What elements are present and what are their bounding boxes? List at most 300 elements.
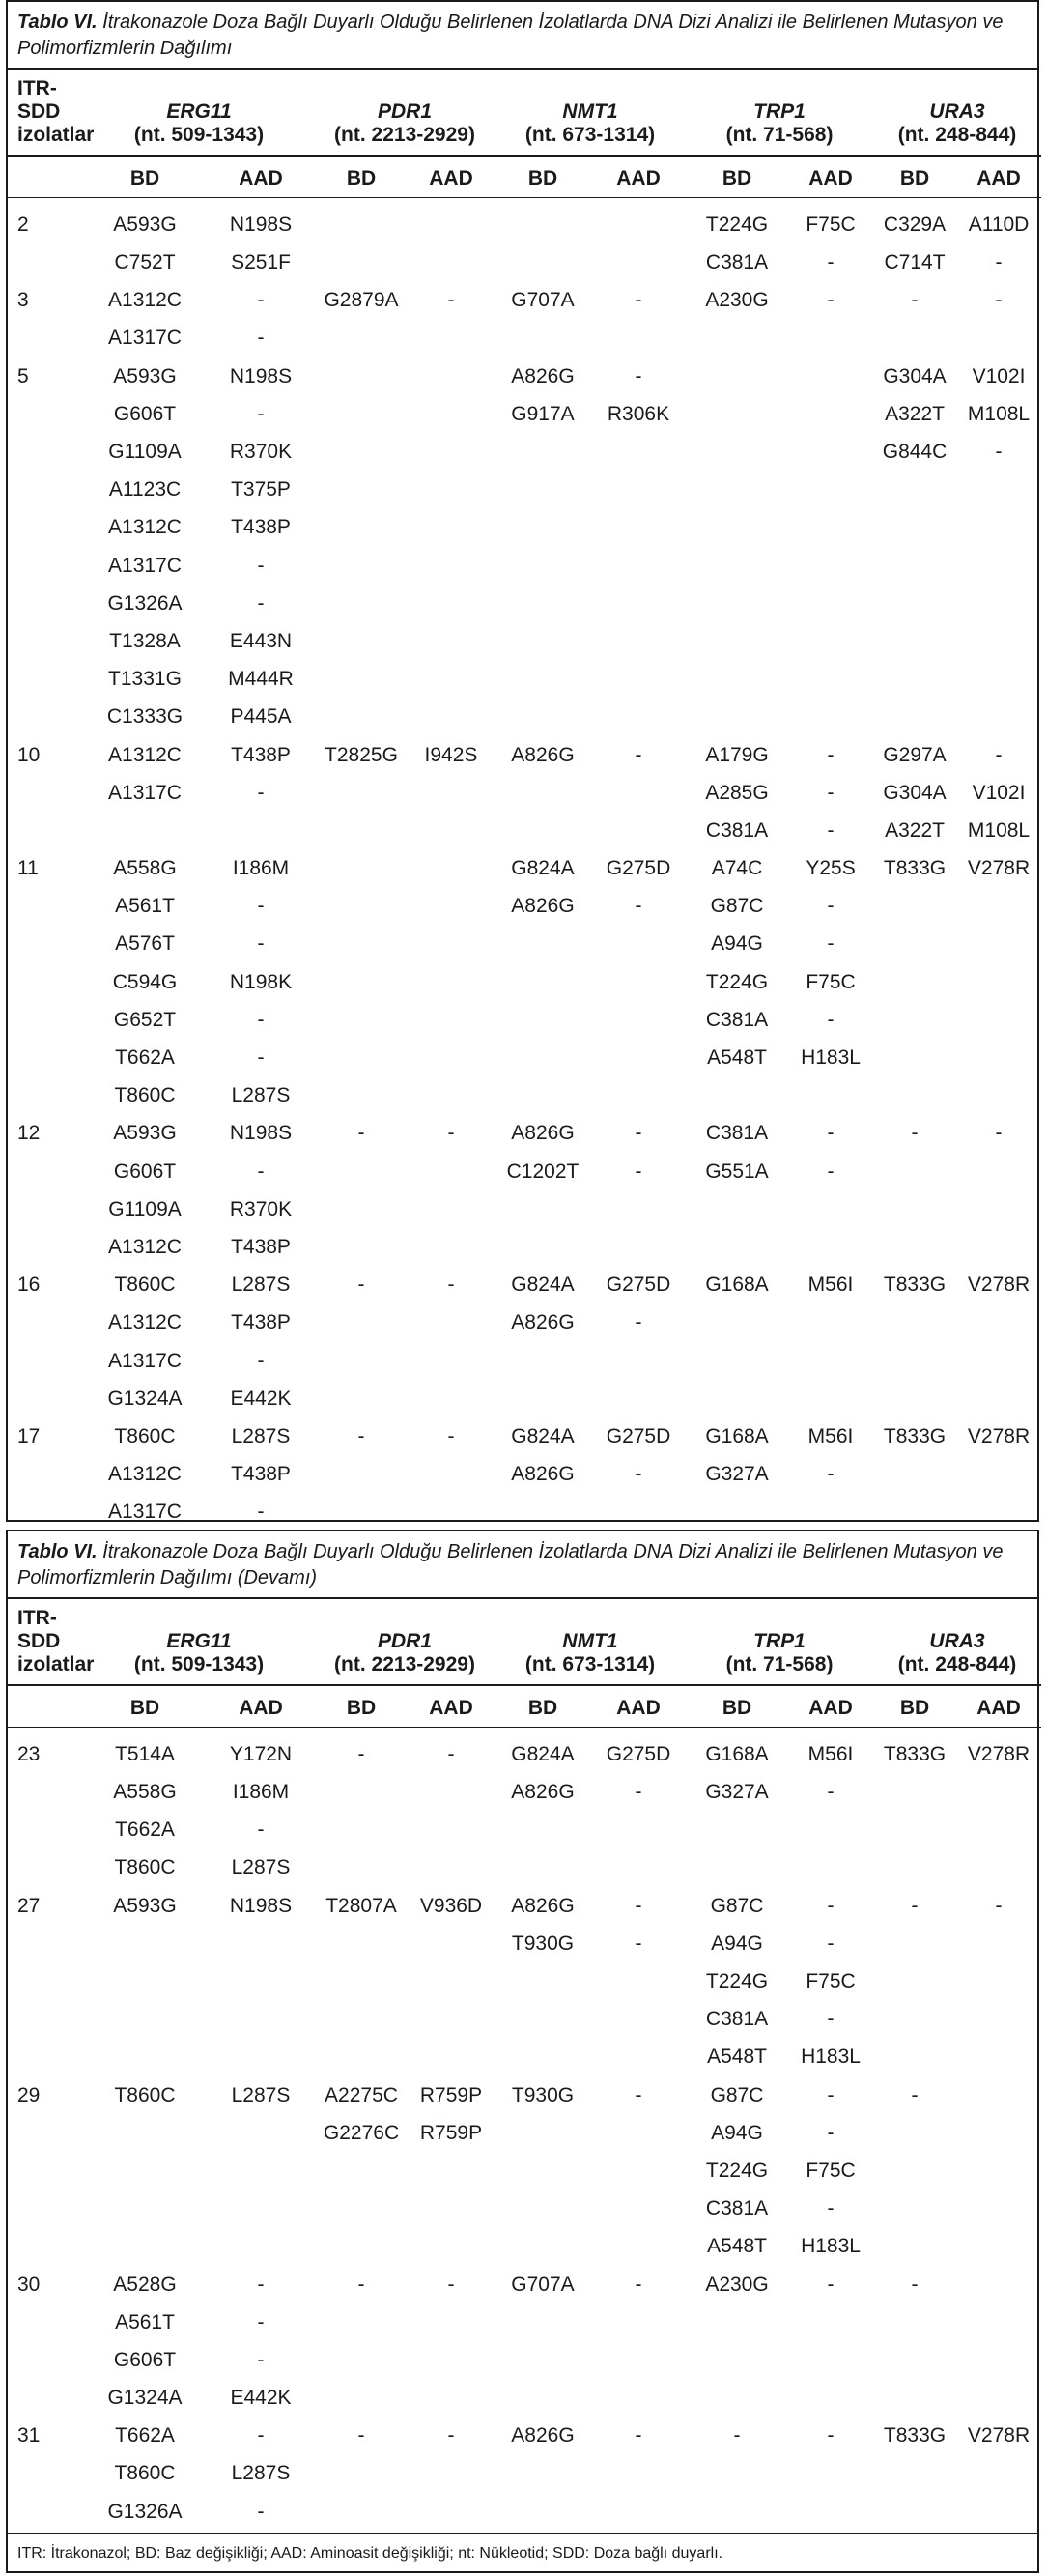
isolate-cell <box>8 1925 83 1962</box>
aad-cell <box>408 849 495 887</box>
bd-header: BD <box>722 1697 752 1719</box>
isolate-cell <box>8 1380 83 1417</box>
bd-cell: A1312C <box>108 1235 182 1258</box>
aad-cell: - <box>995 1122 1003 1145</box>
bd-cell <box>315 622 408 660</box>
aad-cell <box>591 433 686 471</box>
aad-cell <box>408 1925 495 1962</box>
aad-cell <box>956 660 1041 698</box>
aad-cell <box>591 660 686 698</box>
isolate-cell: 5 <box>17 364 29 387</box>
bd-cell: C1333G <box>106 705 184 729</box>
bd-cell <box>83 2038 207 2075</box>
table-caption-text: İtrakonazole Doza Bağlı Duyarlı Olduğu Belirlenen İzolatlarda DNA Dizi Analizi ile Belirlenen Mutasyon ve Polimorfizmlerin Dağılımı (Devamı) <box>17 1541 1004 1589</box>
bd-cell: A561T <box>115 895 175 918</box>
bd-cell <box>315 1925 408 1962</box>
bd-cell <box>873 2493 956 2531</box>
bd-cell <box>315 471 408 508</box>
bd-cell: A548T <box>707 1046 767 1070</box>
aad-cell <box>956 1076 1041 1114</box>
aad-cell <box>591 2227 686 2265</box>
bd-cell: A548T <box>707 2046 767 2069</box>
table-row <box>8 1493 1041 1531</box>
bd-cell <box>315 660 408 698</box>
bd-cell: C381A <box>705 2008 769 2031</box>
aad-cell: - <box>827 289 835 312</box>
aad-cell: T438P <box>231 743 291 766</box>
isolate-cell: 31 <box>17 2424 41 2447</box>
bd-cell: G87C <box>710 2083 764 2106</box>
bd-cell <box>315 1076 408 1114</box>
aad-cell: I186M <box>232 1781 290 1804</box>
bd-cell: T224G <box>705 1970 769 1993</box>
aad-cell: N198S <box>229 1122 293 1145</box>
bd-cell: A230G <box>705 2273 769 2296</box>
table-row <box>8 2379 1041 2417</box>
aad-cell <box>956 698 1041 735</box>
table-row <box>8 2454 1041 2492</box>
aad-cell: M108L <box>967 402 1031 425</box>
aad-cell <box>956 2190 1041 2227</box>
aad-cell: - <box>635 1311 642 1334</box>
isolate-cell <box>8 1773 83 1811</box>
bd-cell <box>873 925 956 962</box>
bd-cell <box>315 585 408 622</box>
bd-cell <box>315 963 408 1001</box>
isolate-cell <box>8 2304 83 2341</box>
table-row <box>8 1114 1041 1152</box>
table-row <box>8 2190 1041 2227</box>
aad-cell: R759P <box>419 2083 483 2106</box>
bd-cell: G87C <box>710 1894 764 1917</box>
bd-cell: T1331G <box>108 668 182 691</box>
aad-cell: E442K <box>230 1387 292 1410</box>
aad-cell <box>408 1380 495 1417</box>
aad-cell: V278R <box>967 1743 1031 1765</box>
isolate-cell <box>8 660 83 698</box>
gene-header-ura3: URA3 <box>929 100 985 123</box>
bd-cell: A74C <box>711 857 763 880</box>
aad-cell <box>408 2304 495 2341</box>
table-row <box>8 1811 1041 1848</box>
aad-cell <box>207 2152 315 2190</box>
aad-cell <box>956 1773 1041 1811</box>
bd-cell: A1317C <box>108 1349 182 1372</box>
bd-cell: T833G <box>883 1743 947 1765</box>
bd-cell: C381A <box>705 818 769 842</box>
bd-cell <box>495 433 591 471</box>
bd-cell: A94G <box>711 2121 763 2144</box>
bd-cell <box>686 319 788 357</box>
aad-cell: A110D <box>968 214 1030 236</box>
bd-cell <box>495 319 591 357</box>
isolate-cell <box>8 508 83 546</box>
isolate-cell <box>8 1076 83 1114</box>
aad-cell: - <box>995 289 1003 312</box>
aad-cell <box>408 2379 495 2417</box>
bd-cell: T833G <box>883 2424 947 2447</box>
table-row <box>8 2114 1041 2152</box>
aad-cell: G275D <box>606 1743 671 1765</box>
isolate-cell <box>8 395 83 433</box>
aad-cell: - <box>257 1008 265 1031</box>
bd-cell: A576T <box>115 932 175 956</box>
aad-cell <box>591 2190 686 2227</box>
aad-cell <box>788 1303 873 1341</box>
bd-cell: A826G <box>511 2424 575 2447</box>
table-row <box>8 243 1041 281</box>
aad-cell <box>788 433 873 471</box>
aad-cell: - <box>635 289 642 312</box>
aad-cell: T438P <box>231 1311 291 1334</box>
aad-cell <box>956 1001 1041 1039</box>
bd-cell: C381A <box>705 1008 769 1031</box>
bd-cell: T860C <box>114 1856 176 1879</box>
aad-cell: V278R <box>967 2424 1031 2447</box>
isolate-cell <box>8 963 83 1001</box>
bd-cell <box>495 2227 591 2265</box>
bd-cell: A94G <box>711 1932 763 1955</box>
bd-cell <box>315 2227 408 2265</box>
aad-cell: - <box>257 2348 265 2371</box>
bd-cell <box>686 395 788 433</box>
aad-header: AAD <box>616 167 661 189</box>
bd-cell <box>315 319 408 357</box>
bd-cell <box>873 2227 956 2265</box>
aad-cell <box>788 2454 873 2492</box>
bd-cell: T860C <box>114 1084 176 1107</box>
bd-cell <box>315 395 408 433</box>
aad-cell <box>956 2038 1041 2075</box>
gene-range-trp1: (nt. 71-568) <box>725 124 834 146</box>
table-row <box>8 2076 1041 2114</box>
aad-cell <box>408 198 495 244</box>
bd-cell: G87C <box>710 895 764 918</box>
bd-cell <box>686 1380 788 1417</box>
bd-cell <box>495 622 591 660</box>
table-row <box>8 1341 1041 1379</box>
bd-cell <box>686 660 788 698</box>
aad-cell <box>408 698 495 735</box>
table-row <box>8 1962 1041 2000</box>
aad-cell <box>591 1962 686 2000</box>
aad-cell <box>956 2076 1041 2114</box>
aad-cell: - <box>635 1463 642 1486</box>
isolate-cell <box>8 1962 83 2000</box>
bd-cell <box>873 2000 956 2038</box>
bd-cell: T662A <box>115 2424 175 2447</box>
bd-cell: G304A <box>883 364 947 387</box>
bd-cell <box>495 2114 591 2152</box>
bd-cell <box>495 812 591 849</box>
bd-cell: G1109A <box>108 1197 182 1220</box>
aad-cell <box>956 2341 1041 2379</box>
aad-cell: F75C <box>806 2159 856 2182</box>
bd-cell: C714T <box>884 251 946 274</box>
bd-cell: A593G <box>113 1894 177 1917</box>
bd-cell: A1312C <box>108 289 182 312</box>
bd-cell: T860C <box>114 1274 176 1297</box>
bd-cell: A593G <box>113 1122 177 1145</box>
bd-cell <box>315 774 408 812</box>
bd-cell <box>686 1190 788 1228</box>
isolate-cell <box>8 2379 83 2417</box>
aad-cell: - <box>995 743 1003 766</box>
aad-cell <box>956 471 1041 508</box>
isolate-cell <box>8 1001 83 1039</box>
bd-cell: G168A <box>705 1424 769 1447</box>
aad-cell <box>408 622 495 660</box>
aad-cell: F75C <box>806 1970 856 1993</box>
aad-cell: - <box>827 1781 835 1804</box>
bd-cell <box>315 1341 408 1379</box>
isolate-cell: 16 <box>17 1274 41 1297</box>
aad-cell: H183L <box>801 2046 861 2069</box>
mutation-table <box>8 1599 1041 2531</box>
aad-cell <box>591 963 686 1001</box>
bd-cell <box>686 471 788 508</box>
bd-cell: - <box>357 1424 365 1447</box>
bd-cell <box>495 198 591 244</box>
bd-cell: G824A <box>511 1424 575 1447</box>
bd-cell: C329A <box>883 214 947 236</box>
gene-range-nmt1: (nt. 673-1314) <box>524 124 656 146</box>
table-row <box>8 1303 1041 1341</box>
table-row <box>8 471 1041 508</box>
aad-cell: T438P <box>231 1463 291 1486</box>
table-row <box>8 395 1041 433</box>
bd-cell: - <box>357 1274 365 1297</box>
aad-header: AAD <box>239 167 283 189</box>
bd-cell <box>873 2341 956 2379</box>
aad-cell <box>207 2227 315 2265</box>
bd-cell: G168A <box>705 1274 769 1297</box>
bd-cell <box>315 698 408 735</box>
bd-cell: T662A <box>115 1046 175 1070</box>
aad-cell: - <box>635 2273 642 2296</box>
bd-cell <box>315 812 408 849</box>
aad-cell: Y25S <box>806 857 856 880</box>
aad-cell <box>591 1039 686 1076</box>
bd-cell <box>315 1380 408 1417</box>
table-row <box>8 2493 1041 2531</box>
table-label: Tablo VI. <box>17 12 98 33</box>
bd-header: BD <box>527 167 558 189</box>
aad-cell <box>956 2265 1041 2303</box>
aad-cell <box>956 1039 1041 1076</box>
bd-cell: T224G <box>705 2159 769 2182</box>
aad-cell <box>408 2000 495 2038</box>
aad-cell: - <box>257 2310 265 2333</box>
isolate-cell <box>8 1228 83 1266</box>
bd-cell: A593G <box>113 364 177 387</box>
aad-cell: T438P <box>231 1235 291 1258</box>
aad-cell <box>408 508 495 546</box>
bd-cell <box>83 2000 207 2038</box>
aad-cell: N198K <box>229 970 293 993</box>
bd-cell <box>315 243 408 281</box>
bd-cell: A322T <box>885 402 945 425</box>
bd-cell: A1317C <box>108 327 182 350</box>
bd-cell <box>495 1228 591 1266</box>
table-row <box>8 887 1041 925</box>
table-row <box>8 1076 1041 1114</box>
aad-cell: - <box>827 1122 835 1145</box>
aad-cell <box>408 1039 495 1076</box>
bd-cell <box>315 198 408 244</box>
bd-cell: A94G <box>711 932 763 956</box>
aad-cell: L287S <box>231 1424 291 1447</box>
bd-cell <box>873 660 956 698</box>
aad-cell: - <box>257 895 265 918</box>
bd-cell: A826G <box>511 1894 575 1917</box>
bd-cell: G168A <box>705 1743 769 1765</box>
table-row <box>8 2227 1041 2265</box>
mutation-table <box>8 70 1041 1531</box>
aad-cell <box>788 2493 873 2531</box>
aad-cell <box>956 2454 1041 2492</box>
aad-cell <box>408 2454 495 2492</box>
table-row <box>8 2038 1041 2075</box>
aad-cell: L287S <box>231 1856 291 1879</box>
aad-cell <box>408 1153 495 1190</box>
aad-cell: V102I <box>972 364 1026 387</box>
gene-header-erg11: ERG11 <box>166 1630 232 1652</box>
aad-cell <box>591 585 686 622</box>
bd-cell: A179G <box>705 743 769 766</box>
aad-cell <box>591 2000 686 2038</box>
aad-cell: - <box>257 591 265 615</box>
aad-cell <box>956 319 1041 357</box>
gene-range-ura3: (nt. 248-844) <box>897 124 1017 146</box>
table-row <box>8 925 1041 962</box>
bd-cell: G652T <box>113 1008 177 1031</box>
bd-cell: A826G <box>511 1122 575 1145</box>
bd-cell <box>686 508 788 546</box>
bd-cell <box>686 547 788 585</box>
aad-cell <box>207 2038 315 2075</box>
bd-cell <box>686 1341 788 1379</box>
bd-cell: - <box>357 1743 365 1765</box>
bd-cell: A561T <box>115 2310 175 2333</box>
bd-cell: G1109A <box>108 441 182 464</box>
isolate-cell <box>8 2152 83 2190</box>
isolate-cell <box>8 1493 83 1531</box>
bd-cell <box>495 1848 591 1886</box>
bd-cell <box>686 585 788 622</box>
table-row <box>8 319 1041 357</box>
aad-cell: - <box>635 1894 642 1917</box>
aad-cell <box>408 1341 495 1379</box>
bd-header: BD <box>129 1697 160 1719</box>
table-label: Tablo VI. <box>17 1541 98 1562</box>
table-row <box>8 2417 1041 2454</box>
aad-cell <box>591 812 686 849</box>
aad-cell <box>788 622 873 660</box>
aad-cell: - <box>257 1349 265 1372</box>
aad-cell: V936D <box>419 1894 483 1917</box>
bd-cell: A826G <box>511 1463 575 1486</box>
bd-cell: - <box>911 289 919 312</box>
bd-cell <box>315 358 408 395</box>
bd-cell <box>315 2152 408 2190</box>
bd-cell <box>686 2341 788 2379</box>
isolate-cell <box>8 319 83 357</box>
aad-cell <box>788 660 873 698</box>
aad-cell: N198S <box>229 1894 293 1917</box>
aad-cell <box>591 1076 686 1114</box>
aad-cell <box>591 2152 686 2190</box>
aad-cell: V102I <box>972 781 1026 804</box>
bd-cell <box>495 1341 591 1379</box>
isolate-cell: 10 <box>17 743 41 766</box>
bd-cell <box>315 1811 408 1848</box>
table-row <box>8 358 1041 395</box>
bd-cell <box>315 1153 408 1190</box>
bd-cell: T662A <box>115 1818 175 1842</box>
aad-cell <box>591 2493 686 2531</box>
bd-cell: T860C <box>114 2083 176 2106</box>
isolate-cell: 30 <box>17 2273 41 2296</box>
table-row <box>8 963 1041 1001</box>
bd-cell: A1312C <box>108 1463 182 1486</box>
bd-header: BD <box>527 1697 558 1719</box>
bd-cell <box>495 1380 591 1417</box>
bd-cell <box>495 585 591 622</box>
aad-cell: N198S <box>229 214 293 236</box>
bd-cell: T833G <box>883 1274 947 1297</box>
aad-cell <box>408 1773 495 1811</box>
aad-cell <box>788 508 873 546</box>
bd-cell: A1317C <box>108 1501 182 1524</box>
isolate-cell <box>8 2341 83 2379</box>
aad-cell <box>408 319 495 357</box>
bd-cell <box>686 433 788 471</box>
aad-cell <box>408 395 495 433</box>
aad-cell <box>408 1493 495 1531</box>
aad-cell <box>956 585 1041 622</box>
aad-cell <box>591 319 686 357</box>
bd-cell <box>315 2379 408 2417</box>
isolate-cell <box>8 812 83 849</box>
bd-cell: A528G <box>113 2273 177 2296</box>
gene-range-erg11: (nt. 509-1343) <box>133 1653 265 1675</box>
bd-cell <box>873 2152 956 2190</box>
aad-cell <box>788 1848 873 1886</box>
aad-cell: - <box>447 1274 455 1297</box>
bd-header: BD <box>129 167 160 189</box>
bd-cell <box>873 1493 956 1531</box>
isolate-cell <box>8 1190 83 1228</box>
bd-cell <box>315 508 408 546</box>
table-caption <box>8 1531 1037 1599</box>
bd-cell <box>495 1811 591 1848</box>
bd-cell: A1123C <box>108 478 182 501</box>
bd-cell <box>315 1190 408 1228</box>
bd-cell <box>495 2000 591 2038</box>
aad-cell <box>956 2152 1041 2190</box>
bd-cell <box>315 433 408 471</box>
bd-cell: - <box>911 2083 919 2106</box>
table-caption <box>8 2 1037 70</box>
table-row <box>8 2341 1041 2379</box>
table-row <box>8 198 1041 244</box>
aad-cell <box>788 1076 873 1114</box>
aad-cell <box>408 812 495 849</box>
aad-cell <box>207 2190 315 2227</box>
aad-cell: H183L <box>801 2235 861 2258</box>
aad-cell <box>591 508 686 546</box>
